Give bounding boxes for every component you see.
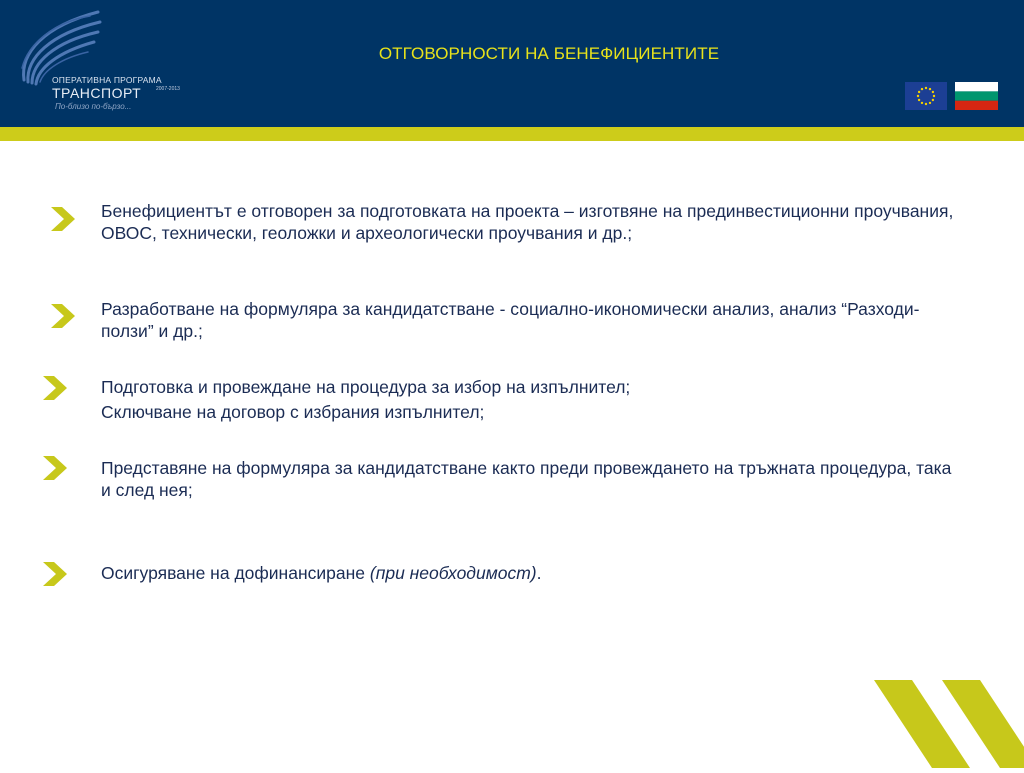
accent-stripe [0, 127, 1024, 141]
bullet-item-3-line1: Подготовка и провеждане на процедура за избор на изпълнител; [101, 377, 631, 397]
logo-program-label: ОПЕРАТИВНА ПРОГРАМА [52, 75, 162, 85]
logo-years: 2007-2013 [156, 86, 180, 92]
bullet-item-2: Разработване на формуляра за кандидатстване - социално-икономически анализ, анализ “Разходи-ползи” и др.; [101, 299, 920, 341]
logo-program-name: ТРАНСПОРТ [52, 85, 142, 101]
bullet-item-3-line2: Сключване на договор с избрания изпълнител; [101, 402, 485, 422]
slide-title: ОТГОВОРНОСТИ НА БЕНЕФИЦИЕНТИТЕ [378, 44, 720, 63]
bullet-arrow-icon [40, 560, 70, 588]
bullet-item-1: Бенефициентът е отговорен за подготовката на проекта – изготвяне на прединвестиционни проучвания, ОВОС, технически, геоложки и археологически проучвания и др.; [101, 201, 954, 243]
bullet-item-5-italic: (при необходимост) [369, 563, 537, 583]
bullet-item-4: Представяне на формуляра за кандидатстване както преди провеждането на тръжната процедура, така и след нея; [101, 458, 952, 500]
bullet-item-3 [101, 376, 961, 423]
bullet-arrow-icon [40, 374, 70, 402]
bullet-arrow-icon [48, 205, 78, 233]
bullet-item-5-suffix: . [536, 563, 542, 583]
decorative-double-chevron-icon [872, 680, 1024, 768]
bullet-arrow-icon [48, 302, 78, 330]
logo-tagline: По-близо по-бързо... [55, 102, 132, 111]
eu-flag-icon [905, 82, 947, 110]
bullet-arrow-icon [40, 454, 70, 482]
bulgaria-flag-icon [955, 82, 998, 110]
bullet-item-5-text: Осигуряване на дофинансиране [101, 563, 370, 583]
bullet-item-5 [101, 562, 961, 584]
